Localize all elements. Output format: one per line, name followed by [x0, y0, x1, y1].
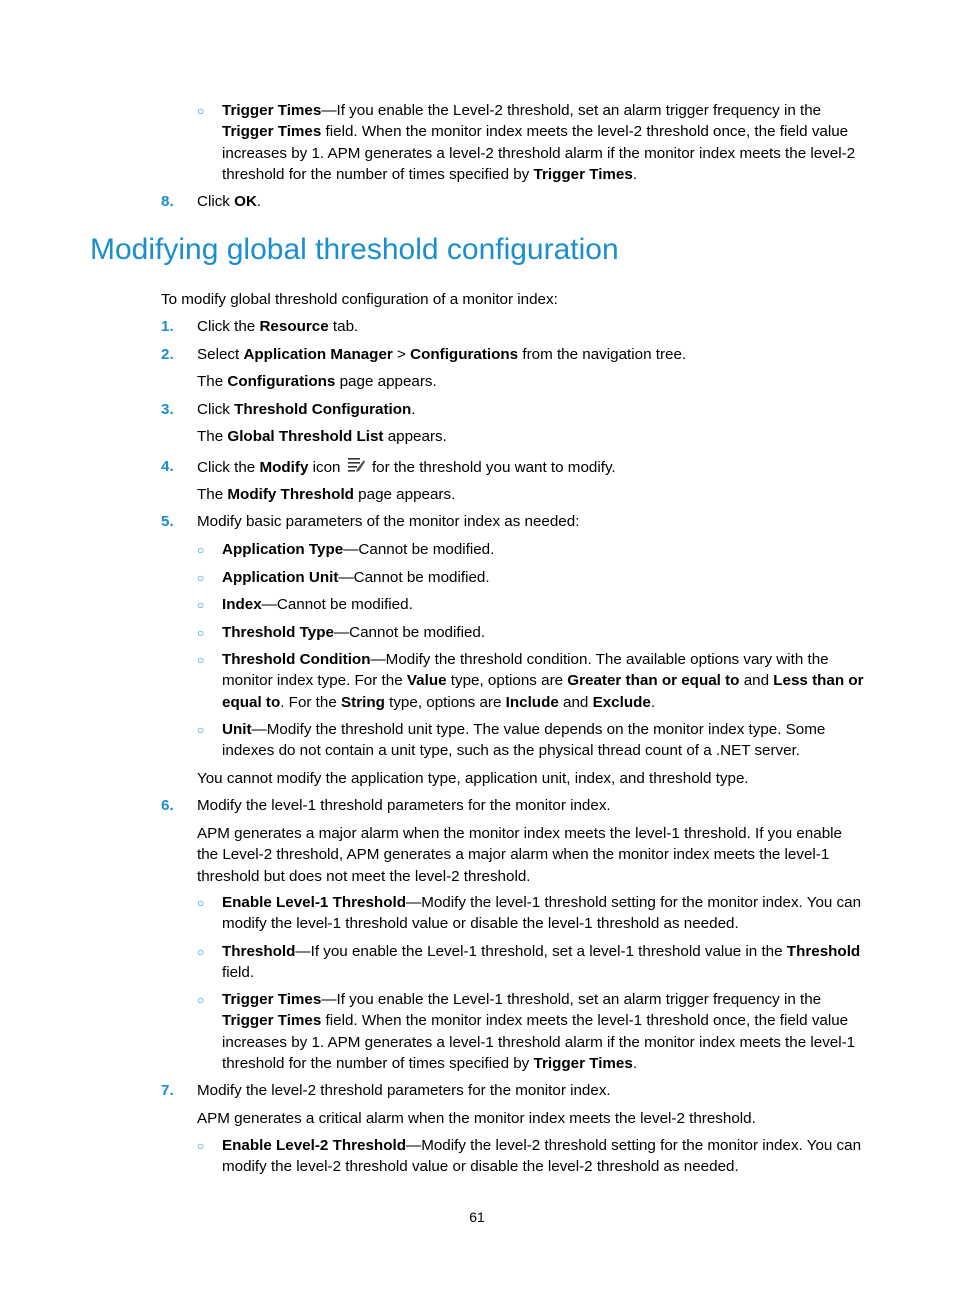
step-4-result	[197, 484, 867, 505]
circle-bullet-icon: ○	[197, 571, 205, 585]
circle-bullet-icon: ○	[197, 626, 205, 640]
text: field. When the monitor index meets the level-2 threshold once, the field value increases by 1. APM generates a level-2 threshold alarm if the monitor index meets the level-2 threshold for the number of times specified by	[222, 123, 856, 183]
text: for the threshold you want to modify.	[367, 459, 616, 476]
bold-text: Modify Threshold	[227, 486, 354, 503]
step-number: 6.	[161, 797, 174, 814]
bold-text: Greater than or equal to	[567, 672, 740, 690]
section-title: Modifying global threshold configuration	[90, 233, 619, 266]
text: page appears.	[335, 373, 437, 390]
text: Select	[197, 346, 244, 363]
bold-text: Global Threshold List	[227, 428, 384, 445]
term: Application Type	[222, 541, 344, 558]
text: type, options are	[384, 693, 506, 711]
step-3-result	[197, 426, 867, 447]
modify-icon	[347, 456, 366, 481]
circle-bullet-icon: ○	[197, 104, 205, 118]
step-number: 5.	[161, 513, 174, 530]
bold-text: Threshold	[786, 943, 861, 960]
step-number: 4.	[161, 458, 174, 475]
step-4	[197, 456, 867, 481]
text: The	[197, 486, 228, 503]
bullet-application-type	[222, 539, 867, 560]
text: .	[632, 165, 638, 183]
bold-text: Configurations	[227, 373, 336, 390]
text: —If you enable the Level-2 threshold, set an alarm trigger frequency in the	[321, 102, 822, 119]
text: page appears.	[353, 486, 456, 503]
text: —Modify the level-1 threshold setting for the monitor index. You can modify the level-1 threshold value or disable the level-1 threshold as needed.	[222, 894, 862, 933]
circle-bullet-icon: ○	[197, 945, 205, 959]
bold-text: Application Manager	[243, 346, 393, 363]
bold-text: Trigger Times	[533, 165, 633, 183]
bold-text: Exclude	[592, 693, 651, 711]
text: The	[197, 373, 228, 390]
step-7: Modify the level-2 threshold parameters for the monitor index.	[197, 1082, 611, 1099]
bullet-threshold-condition	[222, 649, 867, 713]
step-number: 3.	[161, 401, 174, 418]
text: —Cannot be modified.	[343, 541, 495, 558]
bullet-index	[222, 594, 867, 615]
bold-text: Modify	[259, 459, 309, 476]
text: type, options are	[446, 672, 568, 690]
step-1	[197, 316, 867, 337]
bold-text: Value	[406, 672, 447, 690]
term: Trigger Times	[222, 991, 322, 1008]
text: —Modify the level-2 threshold setting for the monitor index. You can modify the level-2 threshold value or disable the level-2 threshold as needed.	[222, 1137, 862, 1176]
term: Enable Level-2 Threshold	[222, 1137, 406, 1154]
text: from the navigation tree.	[518, 346, 687, 363]
step-5: Modify basic parameters of the monitor index as needed:	[197, 513, 580, 530]
bullet-trigger-times-level1	[222, 989, 867, 1074]
text: Click	[197, 193, 235, 210]
text: .	[411, 401, 416, 418]
term: Index	[222, 596, 262, 613]
text: and	[739, 672, 774, 690]
text: field. When the monitor index meets the level-1 threshold once, the field value increases by 1. APM generates a level-1 threshold alarm if the monitor index meets the level-1 threshold for the number of times specified by	[222, 1012, 856, 1072]
bold-text: OK	[234, 193, 257, 210]
circle-bullet-icon: ○	[197, 1139, 205, 1153]
text: —Modify the threshold unit type. The value depends on the monitor index type. Some indexes do not contain a unit type, such as the physical thread count of a .NET server.	[222, 721, 826, 760]
text: tab.	[328, 318, 359, 335]
text: —If you enable the Level-1 threshold, set a level-1 threshold value in the	[295, 943, 787, 960]
step-number: 7.	[161, 1082, 174, 1099]
bold-text: Less than or equal to	[222, 672, 864, 711]
bold-text: Trigger Times	[533, 1054, 633, 1072]
circle-bullet-icon: ○	[197, 543, 205, 557]
bold-text: Resource	[259, 318, 329, 335]
text: .	[256, 193, 262, 210]
step-2	[197, 344, 867, 365]
text: field.	[222, 964, 255, 982]
circle-bullet-icon: ○	[197, 993, 205, 1007]
term: Threshold	[222, 943, 296, 960]
step-2-result	[197, 371, 867, 392]
step-6-paragraph: APM generates a major alarm when the monitor index meets the level-1 threshold. If you enable the Level-2 threshold, APM generates a major alarm when the monitor index meets the level-1 threshold but does not meet the level-2 threshold.	[197, 825, 842, 885]
term: Unit	[222, 721, 252, 738]
step-number: 8.	[161, 193, 174, 210]
term: Threshold Type	[222, 624, 334, 641]
bullet-threshold	[222, 941, 867, 984]
bold-text: Threshold Configuration	[234, 401, 412, 418]
bullet-trigger-times-level2	[222, 100, 867, 185]
step-number: 1.	[161, 318, 174, 335]
bullet-unit	[222, 719, 867, 762]
text: —Modify the threshold condition. The available options vary with the monitor index type. For the	[222, 651, 829, 690]
step-number: 2.	[161, 346, 174, 363]
text: icon	[308, 459, 345, 476]
text: Click	[197, 401, 235, 418]
bold-text: Configurations	[410, 346, 519, 363]
text: .	[650, 693, 656, 711]
text: The	[197, 428, 228, 445]
text: .	[632, 1054, 638, 1072]
bold-text: Trigger Times	[222, 123, 322, 141]
circle-bullet-icon: ○	[197, 598, 205, 612]
circle-bullet-icon: ○	[197, 723, 205, 737]
bullet-enable-level1	[222, 892, 867, 935]
step-7-paragraph: APM generates a critical alarm when the monitor index meets the level-2 threshold.	[197, 1110, 756, 1127]
term: Trigger Times	[222, 102, 322, 119]
step-6: Modify the level-1 threshold parameters for the monitor index.	[197, 797, 611, 814]
text: and	[558, 693, 593, 711]
bullet-enable-level2	[222, 1135, 867, 1178]
text: —Cannot be modified.	[338, 569, 490, 586]
bullet-application-unit	[222, 567, 867, 588]
text: Click the	[197, 318, 260, 335]
circle-bullet-icon: ○	[197, 896, 205, 910]
page-number: 61	[469, 1209, 485, 1225]
term: Enable Level-1 Threshold	[222, 894, 406, 911]
term: Application Unit	[222, 569, 339, 586]
text: —Cannot be modified.	[333, 624, 486, 641]
text: appears.	[383, 428, 447, 445]
intro-text: To modify global threshold configuration of a monitor index:	[161, 291, 558, 308]
bold-text: Trigger Times	[222, 1012, 322, 1030]
step-5-note: You cannot modify the application type, application unit, index, and threshold type.	[197, 770, 749, 787]
bold-text: Include	[505, 693, 559, 711]
step-3	[197, 399, 867, 420]
bold-text: String	[341, 693, 385, 711]
text: . For the	[280, 693, 342, 711]
term: Threshold Condition	[222, 651, 371, 668]
text: —If you enable the Level-1 threshold, set an alarm trigger frequency in the	[321, 991, 822, 1008]
circle-bullet-icon: ○	[197, 653, 205, 667]
text: >	[392, 346, 411, 363]
step-8	[197, 191, 867, 212]
bullet-threshold-type	[222, 622, 867, 643]
text: —Cannot be modified.	[261, 596, 413, 613]
text: Click the	[197, 459, 260, 476]
